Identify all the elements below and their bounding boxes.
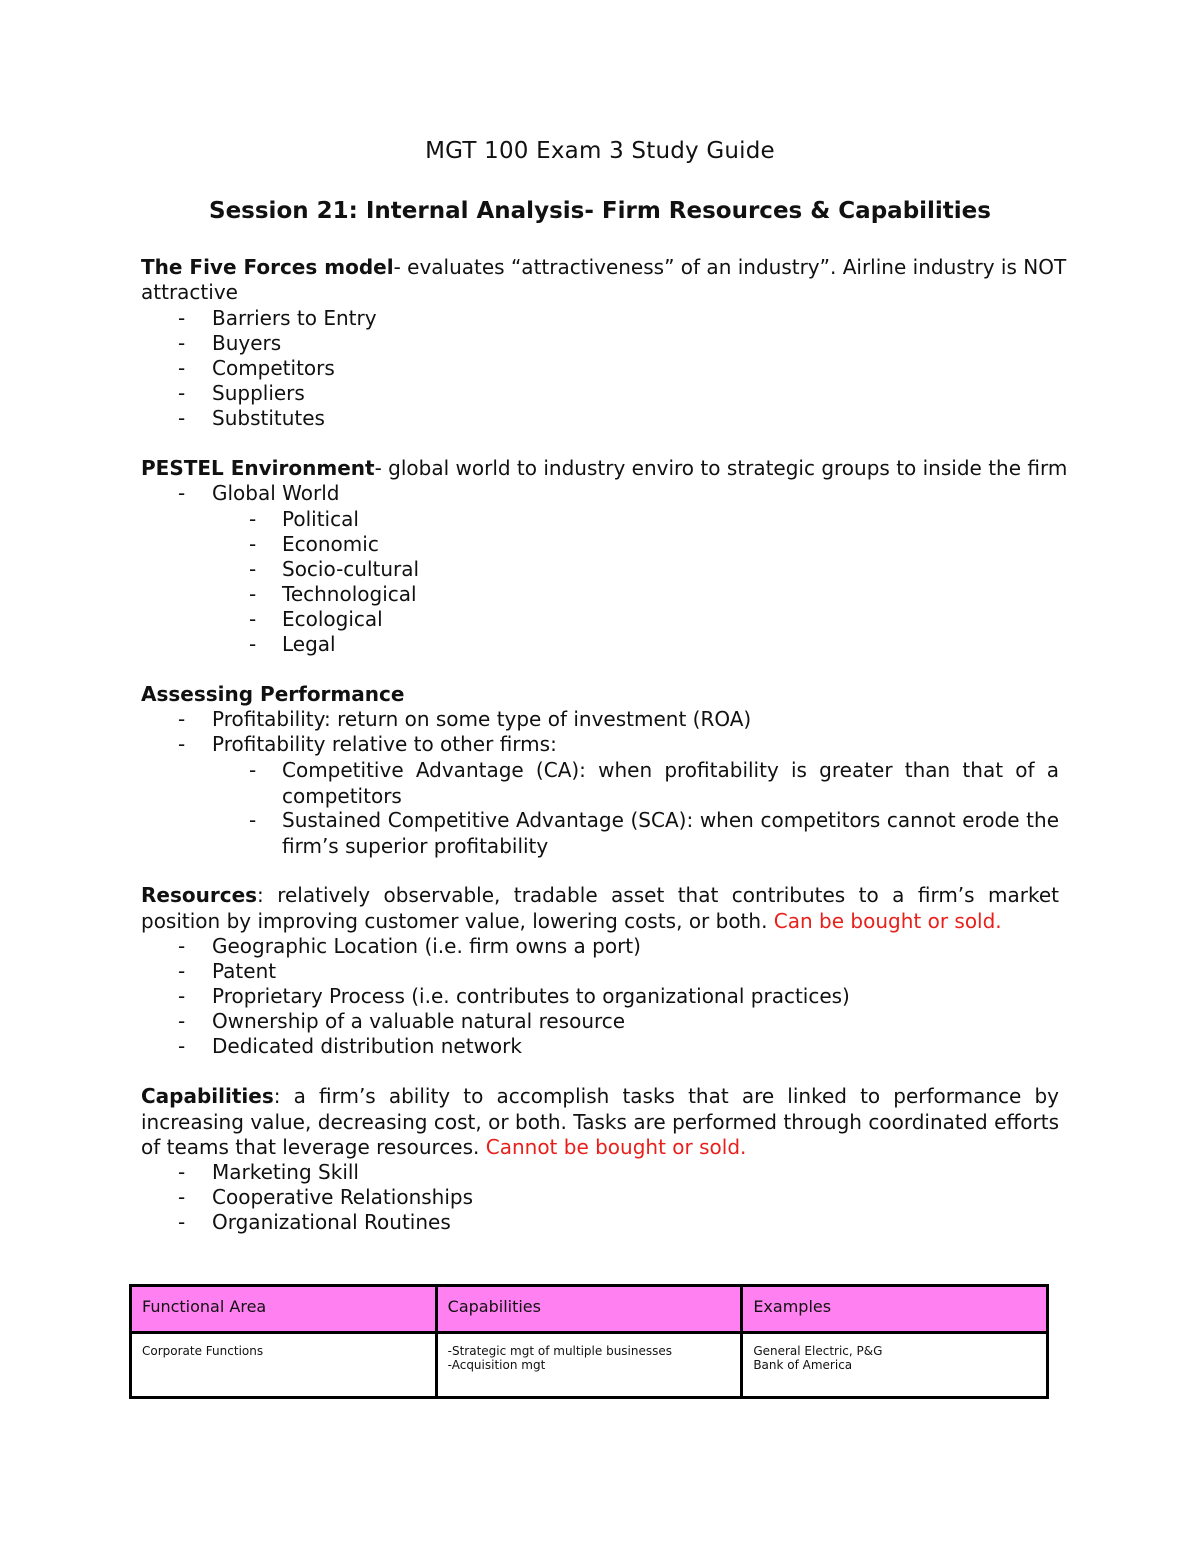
list-item: Ownership of a valuable natural resource (212, 1009, 626, 1033)
bullet-dash: - (178, 934, 186, 958)
bullet-dash: - (178, 481, 186, 505)
capabilities-text: : a firm’s ability to accomplish tasks that are linked to performance by increasing value, decreasing cost, or both. Tasks are performed through coordinated efforts of teams that leverage resources. (141, 1084, 1059, 1159)
pestel-heading: PESTEL Environment (141, 456, 375, 480)
bullet-dash: - (249, 808, 257, 832)
bullet-dash: - (249, 632, 257, 656)
bullet-dash: - (178, 1210, 186, 1234)
five-forces-heading: The Five Forces model (141, 255, 394, 279)
cell-text: -Acquisition mgt (447, 1358, 546, 1372)
functional-area-table (129, 1284, 1049, 1399)
bullet-dash: - (178, 707, 186, 731)
bullet-dash: - (178, 984, 186, 1008)
list-item: Ecological (282, 607, 383, 631)
bullet-dash: - (178, 959, 186, 983)
bullet-dash: - (178, 1034, 186, 1058)
list-item: Technological (282, 582, 417, 606)
resources-red-note: Can be bought or sold. (773, 908, 1002, 933)
list-item: Legal (282, 632, 336, 656)
bullet-dash: - (178, 1009, 186, 1033)
list-item: Dedicated distribution network (212, 1034, 522, 1058)
list-item: Cooperative Relationships (212, 1185, 474, 1209)
list-item: Economic (282, 532, 379, 556)
list-item: Substitutes (212, 406, 325, 430)
bullet-dash: - (178, 1185, 186, 1209)
capabilities-paragraph (141, 1084, 1059, 1161)
session-heading: Session 21: Internal Analysis- Firm Resources & Capabilities (209, 198, 991, 224)
table-cell (436, 1333, 742, 1398)
table-header-row (131, 1286, 1048, 1333)
cell-text: General Electric, P&G (753, 1344, 883, 1358)
cell-text: -Strategic mgt of multiple businesses (447, 1344, 673, 1358)
list-item: Buyers (212, 331, 282, 355)
bullet-dash: - (178, 381, 186, 405)
pestel-intro (141, 456, 1067, 482)
resources-paragraph (141, 883, 1059, 934)
list-item: Competitors (212, 356, 335, 380)
list-item: Profitability: return on some type of investment (ROA) (212, 707, 752, 731)
bullet-dash: - (178, 356, 186, 380)
five-forces-text-cont: attractive (141, 280, 238, 304)
performance-heading: Assessing Performance (141, 682, 405, 706)
bullet-dash: - (178, 306, 186, 330)
list-item: Profitability relative to other firms: (212, 732, 557, 756)
list-item: Patent (212, 959, 277, 983)
list-item: Marketing Skill (212, 1160, 359, 1184)
resources-heading: Resources (141, 883, 258, 907)
cell-text: Bank of America (753, 1358, 853, 1372)
list-item: Sustained Competitive Advantage (SCA): when competitors cannot erode the firm’s superior profitability (282, 808, 1059, 858)
list-item: Organizational Routines (212, 1210, 451, 1234)
table-header-cell: Functional Area (131, 1286, 437, 1333)
bullet-dash: - (249, 758, 257, 782)
cell-text: Corporate Functions (142, 1344, 264, 1358)
bullet-dash: - (178, 732, 186, 756)
five-forces-intro (141, 255, 1066, 281)
bullet-dash: - (178, 331, 186, 355)
list-item: Proprietary Process (i.e. contributes to organizational practices) (212, 984, 850, 1008)
list-item: Geographic Location (i.e. firm owns a port) (212, 934, 641, 958)
list-item: Global World (212, 481, 340, 505)
list-item: Competitive Advantage (CA): when profitability is greater than that of a competitors (282, 758, 1059, 808)
list-item: Barriers to Entry (212, 306, 377, 330)
list-item: Socio-cultural (282, 557, 420, 581)
list-item: Suppliers (212, 381, 305, 405)
bullet-dash: - (249, 557, 257, 581)
list-item: Political (282, 507, 359, 531)
bullet-dash: - (249, 607, 257, 631)
bullet-dash: - (178, 406, 186, 430)
bullet-dash: - (249, 532, 257, 556)
bullet-dash: - (249, 582, 257, 606)
table-header-cell: Capabilities (436, 1286, 742, 1333)
five-forces-text: - evaluates “attractiveness” of an industry”. Airline industry is NOT (393, 255, 1067, 279)
table-cell (131, 1333, 437, 1398)
capabilities-heading: Capabilities (141, 1084, 274, 1108)
bullet-dash: - (178, 1160, 186, 1184)
table-cell (742, 1333, 1048, 1398)
table-header-cell: Examples (742, 1286, 1048, 1333)
bullet-dash: - (249, 507, 257, 531)
page-title: MGT 100 Exam 3 Study Guide (425, 138, 775, 164)
pestel-text: - global world to industry enviro to strategic groups to inside the firm (374, 456, 1068, 480)
capabilities-red-note: Cannot be bought or sold. (485, 1135, 747, 1159)
resources-text: : relatively observable, tradable asset that contributes to a firm’s market position by improving customer value, lowering costs, or both. (141, 883, 1059, 933)
table-row (131, 1333, 1048, 1398)
